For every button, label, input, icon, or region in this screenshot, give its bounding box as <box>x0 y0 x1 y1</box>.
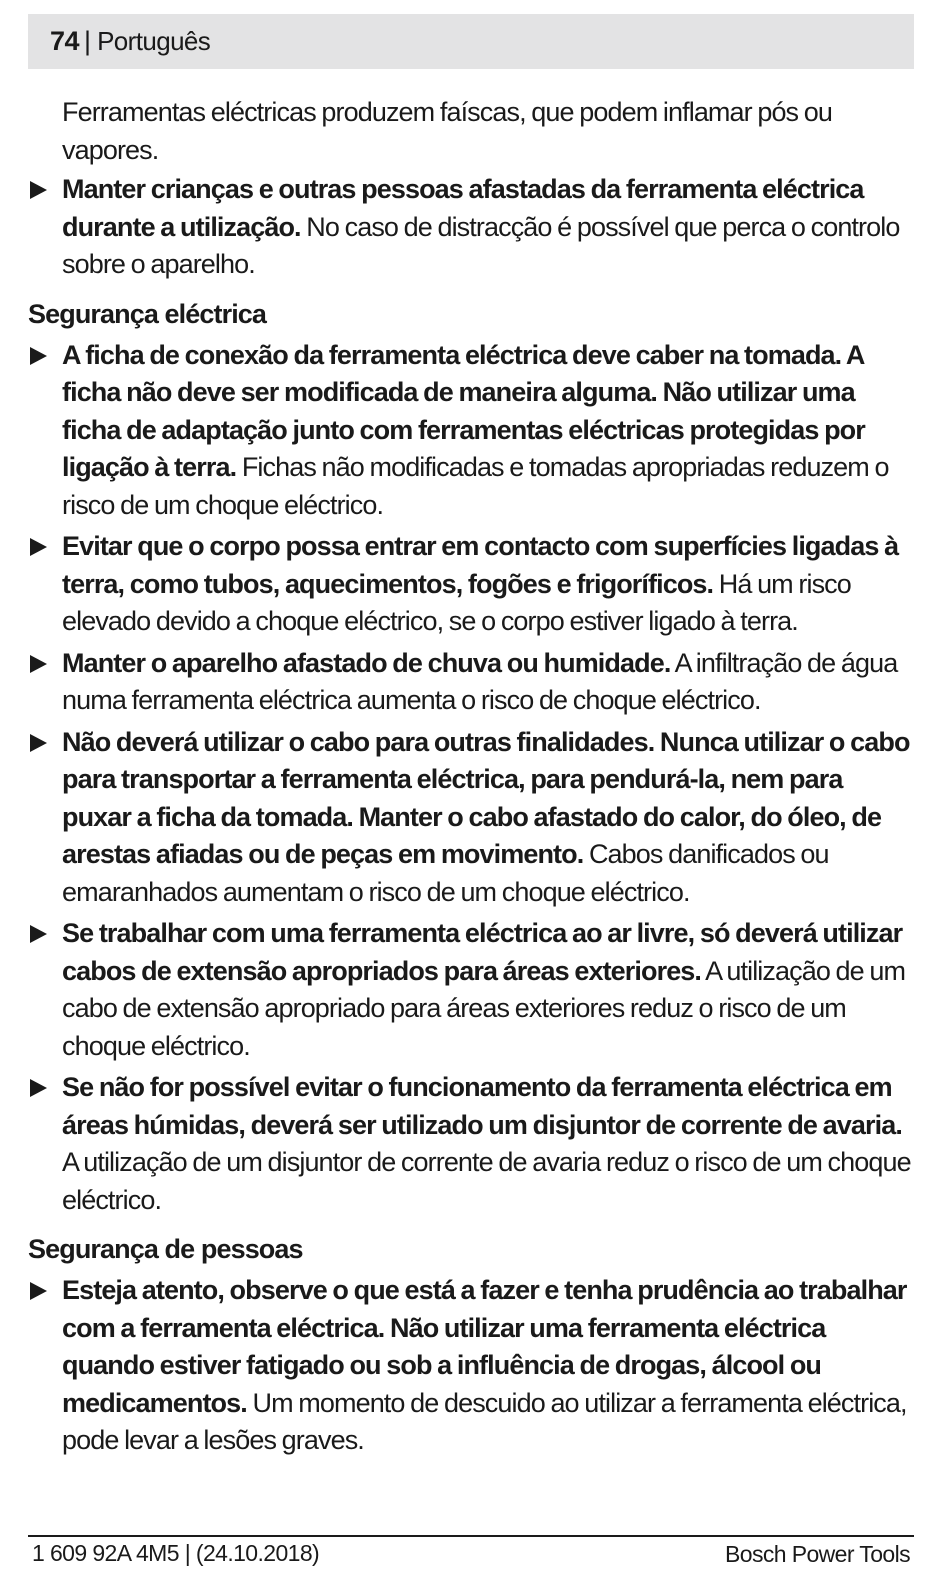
list-item <box>28 645 914 720</box>
list-item <box>28 915 914 1065</box>
list-item-text <box>62 1272 914 1460</box>
list-item-normal: No caso de distracção é possível que perca o controlo sobre o aparelho. <box>62 211 900 279</box>
list-item-bold: Se não for possível evitar o funcionamento da ferramenta eléctrica em áreas húmidas, deverá ser utilizado um disjuntor de corrente de avaria. <box>62 1072 902 1140</box>
list-item <box>28 528 914 641</box>
section-heading-electrical: Segurança eléctrica <box>28 298 267 329</box>
list-item-normal: Há um risco elevado devido a choque eléctrico, se o corpo estiver ligado à terra. <box>62 568 851 636</box>
bullet-arrow-icon <box>28 1272 62 1460</box>
list-item-normal: Um momento de descuido ao utilizar a ferramenta eléctrica, pode levar a lesões graves. <box>62 1387 907 1455</box>
intro-paragraph: Ferramentas eléctricas produzem faíscas, que podem inflamar pós ou vapores. <box>62 97 832 165</box>
list-item-text <box>62 528 914 641</box>
list-item-bold: Esteja atento, observe o que está a fazer e tenha prudência ao trabalhar com a ferramenta eléctrica. Não utilizar uma ferramenta eléctrica quando estiver fatigado ou sob a influência de drogas, álcool ou medicamentos. <box>62 1275 907 1418</box>
list-item-text <box>62 1069 914 1219</box>
section-heading-people: Segurança de pessoas <box>28 1234 303 1264</box>
list-item <box>28 171 914 284</box>
list-item-text <box>62 915 914 1065</box>
list-item-text <box>62 724 914 912</box>
page-header <box>28 14 914 69</box>
page-number: 74 <box>50 26 80 56</box>
list-item-text <box>62 171 914 284</box>
list-item-bold: Manter o aparelho afastado de chuva ou humidade. <box>62 647 671 678</box>
bullet-arrow-icon <box>28 915 62 1065</box>
bullet-arrow-icon <box>28 724 62 912</box>
bullet-arrow-icon <box>28 171 62 284</box>
footer-doc-code: 1 609 92A 4M5 | (24.10.2018) <box>32 1540 320 1566</box>
bullet-arrow-icon <box>28 337 62 525</box>
header-separator: | <box>84 26 92 56</box>
list-item-bold: Não deverá utilizar o cabo para outras finalidades. Nunca utilizar o cabo para transportar a ferramenta eléctrica, para pendurá-la, nem para puxar a ficha da tomada. Manter o cabo afastado do calor, do óleo, de arestas afiadas ou de peças em movimento. <box>62 726 910 869</box>
list-item <box>28 724 914 912</box>
list-item-text <box>62 337 914 525</box>
footer-divider <box>28 1535 914 1537</box>
footer-brand: Bosch Power Tools <box>725 1541 910 1567</box>
list-item-bold: Evitar que o corpo possa entrar em contacto com superfícies ligadas à terra, como tubos, aquecimentos, fogões e frigoríficos. <box>62 531 899 599</box>
list-item-bold: Se trabalhar com uma ferramenta eléctrica ao ar livre, só deverá utilizar cabos de extensão apropriados para áreas exteriores. <box>62 918 903 986</box>
list-item <box>28 1069 914 1219</box>
list-item-normal: A utilização de um disjuntor de corrente de avaria reduz o risco de um choque eléctrico. <box>62 1147 911 1215</box>
list-item-bold: A ficha de conexão da ferramenta eléctrica deve caber na tomada. A ficha não deve ser modificada de maneira alguma. Não utilizar uma ficha de adaptação junto com ferramentas eléctricas protegidas por ligação à terra. <box>62 339 865 482</box>
list-item-normal: A infiltração de água numa ferramenta eléctrica aumenta o risco de choque eléctrico. <box>62 647 898 715</box>
list-item-normal: A utilização de um cabo de extensão apropriado para áreas exteriores reduz o risco de um choque eléctrico. <box>62 955 906 1061</box>
list-item-normal: Fichas não modificadas e tomadas apropriadas reduzem o risco de um choque eléctrico. <box>62 452 889 520</box>
bullet-arrow-icon <box>28 1069 62 1219</box>
list-item-bold: Manter crianças e outras pessoas afastadas da ferramenta eléctrica durante a utilização. <box>62 174 864 242</box>
list-item <box>28 1272 914 1460</box>
page-content <box>28 94 914 1464</box>
list-item-normal: Cabos danificados ou emaranhados aumentam o risco de um choque eléctrico. <box>62 839 829 907</box>
bullet-arrow-icon <box>28 528 62 641</box>
language-label: Português <box>97 26 211 56</box>
list-item <box>28 337 914 525</box>
bullet-arrow-icon <box>28 645 62 720</box>
list-item-text <box>62 645 914 720</box>
